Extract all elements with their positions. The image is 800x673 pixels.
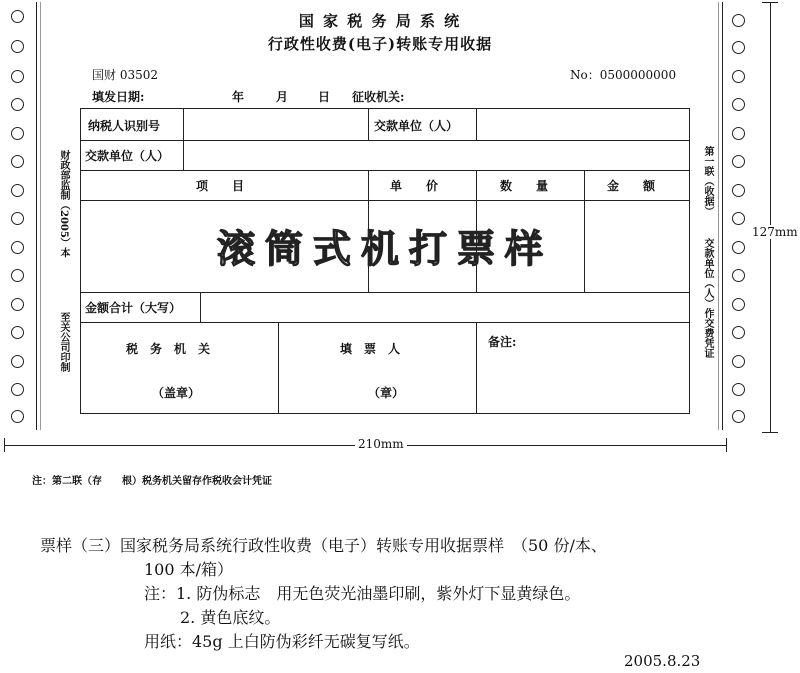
sprocket-hole (732, 184, 745, 197)
sample-stamp-text: 滚筒式机打票样 (216, 227, 553, 271)
table-row-line (80, 200, 690, 201)
sprocket-hole (11, 212, 24, 225)
sprocket-hole (732, 41, 745, 54)
sprocket-hole (11, 241, 24, 254)
sprocket-hole (11, 383, 24, 396)
column-header-amount: 金 额 (607, 179, 656, 193)
sprocket-hole (11, 10, 24, 23)
sprocket-hole (11, 410, 24, 423)
table-col-line (476, 322, 477, 414)
table-col-line (278, 322, 279, 414)
left-margin-printer: 至关公司印制 (58, 312, 69, 372)
receipt-title-line2: 行政性收费(电子)转账专用收据 (267, 35, 493, 53)
tax-office-label: 税 务 机 关 (126, 342, 211, 356)
remark-label: 备注: (488, 335, 517, 349)
sprocket-hole (11, 40, 24, 53)
column-header-item: 项 目 (196, 179, 245, 193)
table-col-line (476, 108, 477, 140)
tax-office-seal: （盖章） (152, 386, 201, 400)
height-dimension-label: 127mm (752, 225, 798, 239)
right-margin-usage: 交款单位（人）作交费凭证 (702, 238, 713, 358)
table-row-line (80, 140, 690, 141)
sprocket-hole (11, 98, 24, 111)
table-col-line (200, 292, 201, 322)
paper-edge-left (36, 2, 37, 430)
height-dim-tick-top (762, 2, 778, 3)
description-date: 2005.8.23 (624, 652, 701, 670)
width-dim-tick-right (726, 438, 727, 452)
height-dim-tick-bottom (762, 432, 778, 433)
sprocket-hole (11, 127, 24, 140)
sprocket-hole (732, 155, 745, 168)
sprocket-hole (11, 184, 24, 197)
table-row-line (80, 292, 690, 293)
table-col-line (368, 108, 369, 140)
day-label: 日 (318, 90, 331, 104)
receipt-number: No：0500000000 (570, 68, 677, 82)
table-row-line (80, 170, 690, 171)
taxpayer-id-label: 纳税人识别号 (88, 119, 161, 133)
month-label: 月 (276, 90, 289, 104)
column-header-quantity: 数 量 (500, 179, 549, 193)
payer-unit-label-right: 交款单位（人） (374, 119, 459, 133)
sprocket-hole (732, 127, 745, 140)
year-label: 年 (232, 90, 245, 104)
sprocket-hole (732, 241, 745, 254)
height-dimension-line (770, 2, 771, 432)
sprocket-hole (732, 383, 745, 396)
receipt-title-line1: 国 家 税 务 局 系 统 (298, 12, 462, 30)
sprocket-hole (732, 98, 745, 111)
sprocket-hole (11, 355, 24, 368)
sprocket-hole (732, 212, 745, 225)
column-header-unit-price: 单 价 (390, 179, 439, 193)
width-dim-tick-left (4, 438, 5, 452)
description-note1: 注：1. 防伪标志 用无色荧光油墨印刷，紫外灯下显黄绿色。 (144, 584, 581, 603)
sprocket-hole (11, 298, 24, 311)
description-line1: 票样（三）国家税务局系统行政性收费（电子）转账专用收据票样 （50 份/本、 (40, 536, 607, 555)
collecting-org-label: 征收机关: (352, 90, 405, 104)
description-note2: 2. 黄色底纹。 (180, 608, 281, 627)
sprocket-hole (732, 326, 745, 339)
sprocket-hole (11, 70, 24, 83)
payer-unit-label-left: 交款单位（人） (85, 149, 170, 163)
sprocket-hole (11, 269, 24, 282)
description-line2: 100 本/箱） (144, 560, 234, 579)
width-dimension-label: 210mm (355, 437, 407, 451)
sprocket-hole (732, 298, 745, 311)
filler-seal: （章） (368, 386, 405, 400)
table-col-line (183, 108, 184, 140)
finance-code: 国财 03502 (92, 68, 158, 82)
table-col-line (183, 140, 184, 170)
sprocket-hole (11, 155, 24, 168)
description-paper: 用纸：45g 上白防伪彩纤无碳复写纸。 (144, 632, 420, 651)
sprocket-hole (732, 410, 745, 423)
right-margin-copy-label: 第一联（收据） (702, 146, 713, 216)
table-row-line (80, 322, 690, 323)
paper-edge-right (722, 2, 723, 430)
sprocket-hole (732, 355, 745, 368)
perforation-right (718, 2, 719, 430)
fill-date-label: 填发日期: (92, 90, 145, 104)
sprocket-hole (732, 269, 745, 282)
perforation-left (40, 2, 41, 430)
left-margin-imprint: 财政部监制（2005）本 (58, 150, 69, 258)
sprocket-hole (11, 326, 24, 339)
total-amount-label: 金额合计（大写） (85, 301, 182, 315)
filler-label: 填 票 人 (340, 342, 401, 356)
receipt-footnote: 注：第二联（存 根）税务机关留存作税收会计凭证 (32, 476, 272, 487)
sprocket-hole (732, 14, 745, 27)
sprocket-hole (732, 70, 745, 83)
